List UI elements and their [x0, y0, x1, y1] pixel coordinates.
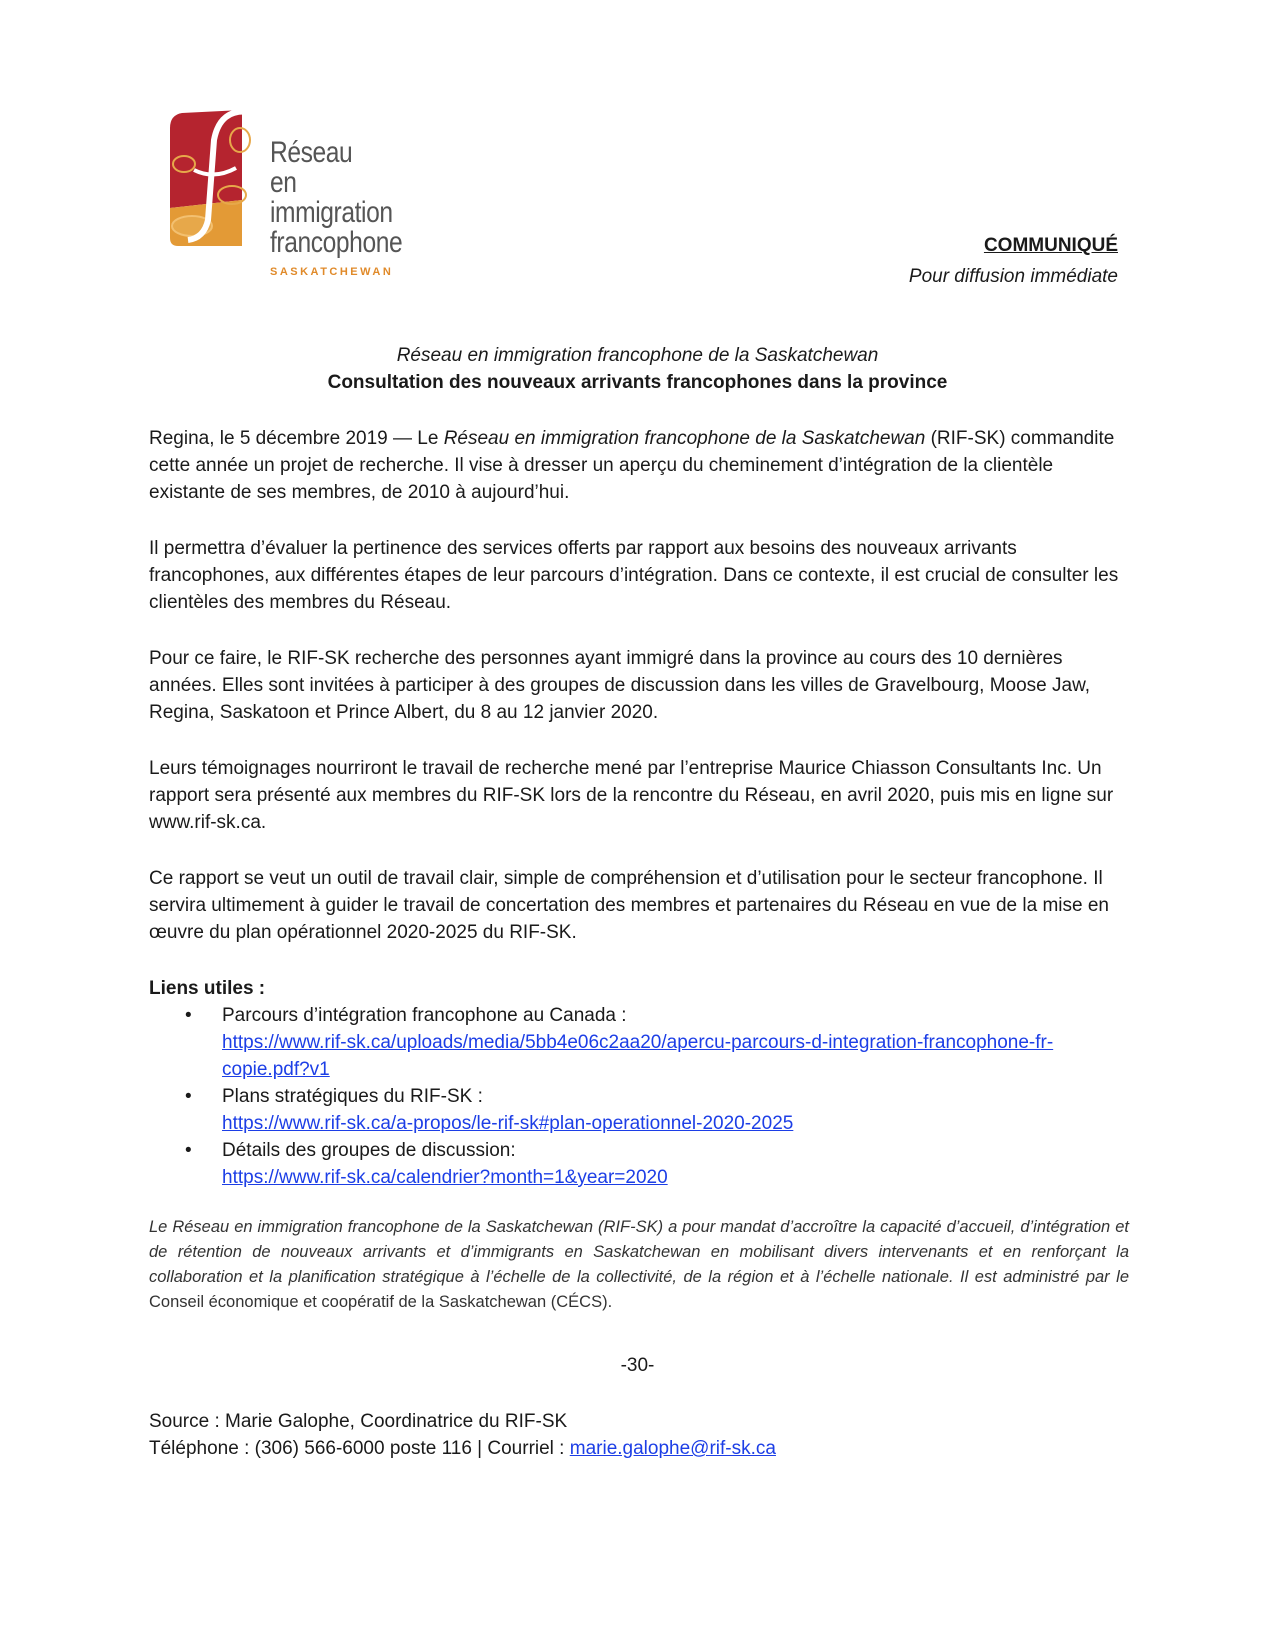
link-label: • Détails des groupes de discussion:: [222, 1140, 516, 1161]
logo-subtitle: SASKATCHEWAN: [270, 266, 394, 278]
rif-sk-logo: [170, 110, 450, 278]
contact-source: Source : Marie Galophe, Coordinatrice du RIF-SK: [149, 1411, 568, 1432]
link-plans[interactable]: https://www.rif-sk.ca/a-propos/le-rif-sk#plan-operationnel-2020-2025: [222, 1113, 794, 1134]
link-label: • Parcours d’intégration francophone au Canada :: [222, 1005, 627, 1026]
paragraph-5: Ce rapport se veut un outil de travail clair, simple de compréhension et d’utilisation pour le secteur francophone. Il servira ultimement à guider le travail de concertation des membres et partenaires du Réseau en vue de la mise en œuvre du plan opérationnel 2020-2025 du RIF-SK.: [149, 868, 1110, 943]
contact-phone: Téléphone : (306) 566-6000 poste 116 | Courriel :: [149, 1438, 570, 1459]
link-parcours[interactable]: https://www.rif-sk.ca/uploads/media/5bb4e06c2aa20/apercu-parcours-d-integration-francophone-fr-copie.pdf?v1: [222, 1032, 1054, 1080]
paragraph-1-org: Réseau en immigration francophone de la Saskatchewan: [443, 428, 926, 449]
heading-title: Consultation des nouveaux arrivants francophones dans la province: [327, 372, 948, 393]
logo-line-3: francophone: [270, 226, 403, 259]
logo-line-1: Réseau: [270, 136, 353, 169]
end-marker: -30-: [620, 1355, 655, 1376]
contact-block: [149, 1408, 776, 1462]
press-release-body: [149, 425, 1129, 1315]
heading-org: Réseau en immigration francophone de la Saskatchewan: [396, 345, 879, 366]
mandate-text: Le Réseau en immigration francophone de la Saskatchewan (RIF-SK) a pour mandat d’accroître la capacité d’accueil, d’intégration et de rétention de nouveaux arrivants et d’immigrants en Saskatchewan en mobilisant divers intervenants et en renforçant la collaboration et la planification stratégique à l’échelle de la collectivité, de la région et à l’échelle nationale. Il est administré par le: [149, 1218, 1129, 1286]
communique-block: [909, 230, 1118, 292]
link-label: • Plans stratégiques du RIF-SK :: [222, 1086, 483, 1107]
communique-subtitle: Pour diffusion immédiate: [908, 266, 1118, 287]
logo-mark-icon: [170, 110, 265, 250]
contact-email-link[interactable]: marie.galophe@rif-sk.ca: [569, 1438, 776, 1459]
paragraph-1-rest: (RIF-SK) commandite cette année un projet de recherche. Il vise à dresser un aperçu du cheminement d’intégration de la clientèle existante de ses membres, de 2010 à aujourd’hui.: [149, 428, 1115, 503]
paragraph-4: Leurs témoignages nourriront le travail de recherche mené par l’entreprise Maurice Chiasson Consultants Inc. Un rapport sera présenté aux membres du RIF-SK lors de la rencontre du Réseau, en avril 2020, puis mis en ligne sur www.rif-sk.ca.: [149, 758, 1114, 833]
logo-line-2: en immigration: [270, 166, 393, 229]
links-title: Liens utiles :: [149, 978, 266, 999]
communique-title: COMMUNIQUÉ: [983, 235, 1118, 256]
links-list: [149, 1002, 1129, 1191]
link-calendrier[interactable]: https://www.rif-sk.ca/calendrier?month=1&year=2020: [222, 1167, 668, 1188]
paragraph-1-start: Regina, le 5 décembre 2019 — Le: [149, 428, 444, 449]
mandate-statement: [149, 1215, 1129, 1315]
paragraph-1: [149, 425, 1129, 506]
mandate-org: Conseil économique et coopératif de la Saskatchewan (CÉCS).: [149, 1293, 613, 1311]
paragraph-2: Il permettra d’évaluer la pertinence des services offerts par rapport aux besoins des nouveaux arrivants francophones, aux différentes étapes de leur parcours d’intégration. Dans ce contexte, il est crucial de consulter les clientèles des membres du Réseau.: [149, 538, 1119, 613]
paragraph-3: Pour ce faire, le RIF-SK recherche des personnes ayant immigré dans la province au cours des 10 dernières années. Elles sont invitées à participer à des groupes de discussion dans les villes de Gravelbourg, Moose Jaw, Regina, Saskatoon et Prince Albert, du 8 au 12 janvier 2020.: [149, 648, 1091, 723]
list-item: [222, 1083, 1129, 1137]
list-item: [222, 1137, 1129, 1191]
list-item: [222, 1002, 1129, 1083]
contact-phone-line: [149, 1435, 776, 1462]
